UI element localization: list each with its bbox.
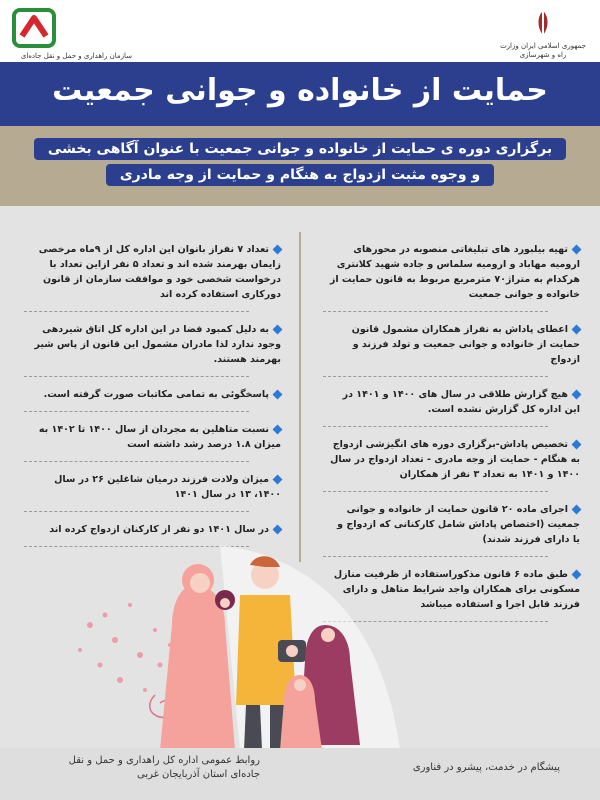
list-item: اجرای ماده ۲۰ قانون حمایت از خانواده و جوانی جمعیت (اختصاص پاداش شامل کارکنانی که ازدواج و یا دارای فرزند شدند) xyxy=(323,496,588,557)
diamond-bullet-icon xyxy=(572,390,582,400)
left-column xyxy=(24,236,289,551)
list-item: به دلیل کمبود فضا در این اداره کل اتاق شیردهی وجود ندارد لذا مادران مشمول این قانون از پاس شیر بهرمند هستند. xyxy=(24,316,289,377)
list-item: نسبت متاهلین به مجردان از سال ۱۴۰۰ تا ۱۴۰۲ به میزان ۱.۸ درصد رشد داشته است xyxy=(24,416,289,462)
footer xyxy=(0,748,600,800)
logo-left-text: سازمان راهداری و حمل و نقل جاده‌ای xyxy=(20,52,132,60)
list-item: اعطای پاداش به نفراز همکاران مشمول قانون حمایت از خانواده و جوانی جمعیت و تولد فرزند و ازدواج xyxy=(323,316,588,377)
diamond-bullet-icon xyxy=(572,570,582,580)
diamond-bullet-icon xyxy=(273,325,283,335)
diamond-bullet-icon xyxy=(273,425,283,435)
list-item: تهیه بیلبورد های تبلیغاتی منصوبه در محورهای ارومیه مهاباد و ارومیه سلماس و جاده شهید کلانتری هرکدام به متراژ۷۰ مترمربع مربوط به قانون حمایت از خانواده و جوانی جمعیت xyxy=(323,236,588,312)
list-item: پاسخگوئی به تمامی مکاتبات صورت گرفته است. xyxy=(24,381,289,412)
list-item: تعداد ۷ نفراز بانوان این اداره کل از ۹ماه مرخصی زایمان بهرمند شده اند و تعداد ۵ نفر ازاین تعداد با درخواست شخصی خود و موافقت سازمان از قانون دورکاری استفاده کرده اند xyxy=(24,236,289,312)
diamond-bullet-icon xyxy=(572,245,582,255)
column-divider xyxy=(299,232,301,562)
banner-line-1: برگزاری دوره ی حمایت از خانواده و جوانی جمعیت با عنوان آگاهی بخشی xyxy=(34,138,566,160)
logo-right-text: جمهوری اسلامی ایران وزارت راه و شهرسازی xyxy=(500,42,586,59)
header xyxy=(0,0,600,126)
footer-org-name: روابط عمومی اداره کل راهداری و حمل و نقل جاده‌ای استان آذربایجان غربی xyxy=(68,755,260,780)
list-item: در سال ۱۴۰۱ دو نفر از کارکنان ازدواج کرده اند xyxy=(24,516,289,547)
rmto-logo xyxy=(12,8,132,66)
ministry-logo xyxy=(498,8,588,64)
page-title: حمایت از خانواده و جوانی جمعیت xyxy=(0,62,600,126)
list-item: میزان ولادت فرزند درمیان شاغلین ۲۶ در سال ۱۴۰۰، ۱۳ در سال ۱۴۰۱ xyxy=(24,466,289,512)
banner-line-2: و وجوه مثبت ازدواج به هنگام و حمایت از وجه مادری xyxy=(106,164,494,186)
diamond-bullet-icon xyxy=(572,505,582,515)
iran-emblem-icon xyxy=(528,8,558,38)
rmto-emblem-icon xyxy=(12,8,56,48)
list-item: طبق ماده ۶ قانون مذکوراستفاده از ظرفیت منازل مسکونی برای همکاران واجد شرایط متاهل و دارای فرزند قابل اجرا و استفاده میباشد xyxy=(323,561,588,622)
diamond-bullet-icon xyxy=(273,390,283,400)
diamond-bullet-icon xyxy=(572,325,582,335)
list-item: تخصیص پاداش-برگزاری دوره های انگیزشی ازدواج به هنگام - حمایت از وجه مادری - تعداد ازدواج در سال ۱۴۰۰ و ۱۴۰۱ به تعداد ۳ نفر از همکاران xyxy=(323,431,588,492)
diamond-bullet-icon xyxy=(273,475,283,485)
diamond-bullet-icon xyxy=(572,440,582,450)
family-illustration xyxy=(60,545,420,750)
list-item: هیچ گزارش طلاقی در سال های ۱۴۰۰ و ۱۴۰۱ در این اداره کل گزارش نشده است. xyxy=(323,381,588,427)
footer-slogan: پیشگام در خدمت، پیشرو در فناوری xyxy=(412,762,560,773)
diamond-bullet-icon xyxy=(273,245,283,255)
banner xyxy=(0,126,600,206)
diamond-bullet-icon xyxy=(273,525,283,535)
